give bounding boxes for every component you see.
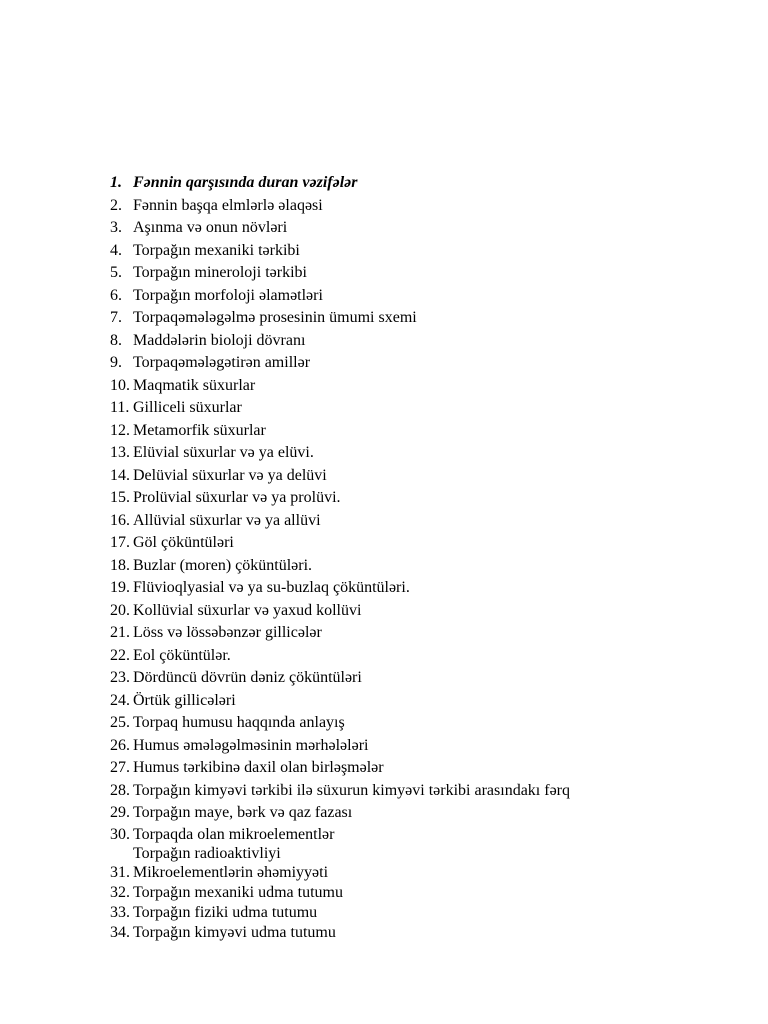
item-text: Elüvial süxurlar və ya elüvi.	[133, 444, 314, 461]
item-text: Delüvial süxurlar və ya delüvi	[133, 466, 327, 484]
item-number: 27.	[110, 759, 130, 776]
list-item	[110, 825, 710, 845]
item-text: Torpaqda olan mikroelementlər	[133, 825, 335, 843]
item-text: Aşınma və onun növləri	[133, 219, 288, 236]
item-number: 5.	[110, 264, 122, 281]
list-item	[110, 487, 710, 510]
item-number: 14.	[110, 466, 130, 484]
item-text: Dördüncü dövrün dəniz çöküntüləri	[133, 669, 362, 686]
item-text: Torpaqəmələgəlmə prosesinin ümumi sxemi	[133, 309, 417, 326]
item-text: Torpaq humusu haqqında anlayış	[133, 714, 345, 731]
item-text: Eol çöküntülər.	[133, 646, 231, 664]
item-text: Prolüvial süxurlar və ya prolüvi.	[133, 489, 341, 506]
item-text: Flüvioqlyasial və ya su-buzlaq çöküntüləri.	[133, 579, 410, 596]
list-item	[110, 442, 710, 465]
list-item	[110, 217, 710, 240]
list-item	[110, 757, 710, 780]
item-number: 30.	[110, 825, 130, 843]
list-item	[110, 307, 710, 330]
item-number: 13.	[110, 444, 130, 461]
list-item	[110, 863, 710, 883]
item-text: Fənnin qarşısında duran vəzifələr	[133, 174, 358, 191]
item-number: 34.	[110, 923, 130, 941]
item-text: Torpağın mineroloji tərkibi	[133, 264, 307, 281]
item-number: 12.	[110, 421, 130, 439]
list-item	[110, 735, 710, 758]
list-item	[110, 622, 710, 645]
item-number: 24.	[110, 691, 130, 709]
list-item	[110, 802, 710, 825]
item-number: 22.	[110, 646, 130, 664]
item-number: 6.	[110, 286, 122, 304]
item-text: Buzlar (moren) çöküntüləri.	[133, 556, 313, 574]
list-item	[110, 262, 710, 285]
item-text: Mikroelementlərin əhəmiyyəti	[133, 863, 329, 881]
list-item-continuation	[110, 845, 710, 863]
item-number: 4.	[110, 241, 122, 259]
item-number: 15.	[110, 489, 130, 506]
list-item	[110, 420, 710, 443]
item-number: 28.	[110, 781, 130, 799]
item-text: Humus əmələgəlməsinin mərhələləri	[133, 736, 369, 754]
list-item	[110, 510, 710, 533]
item-number: 33.	[110, 903, 130, 921]
item-text: Torpağın mexaniki udma tutumu	[133, 883, 343, 901]
item-text: Torpağın fiziki udma tutumu	[133, 903, 318, 921]
list-item	[110, 690, 710, 713]
item-text: Torpaqəmələgətirən amillər	[133, 354, 311, 371]
item-number: 18.	[110, 556, 130, 574]
list-item	[110, 532, 710, 555]
list-item	[110, 712, 710, 735]
list-item	[110, 397, 710, 420]
list-item	[110, 645, 710, 668]
item-text: Torpağın mexaniki tərkibi	[133, 241, 300, 259]
list-item	[110, 352, 710, 375]
item-text: Göl çöküntüləri	[133, 534, 234, 551]
list-item	[110, 195, 710, 218]
item-number: 16.	[110, 511, 130, 529]
item-number: 11.	[110, 399, 130, 416]
item-text: Örtük gillicələri	[133, 691, 236, 709]
item-number: 19.	[110, 579, 130, 596]
item-text: Fənnin başqa elmlərlə əlaqəsi	[133, 196, 323, 214]
list-item	[110, 923, 710, 943]
list-item	[110, 780, 710, 803]
item-number: 32.	[110, 883, 130, 901]
item-number: 8.	[110, 331, 122, 349]
item-text: Metamorfik süxurlar	[133, 421, 266, 439]
item-number: 7.	[110, 309, 122, 326]
list-item	[110, 465, 710, 488]
item-number: 1.	[110, 174, 122, 191]
list-item	[110, 600, 710, 623]
item-text: Allüvial süxurlar və ya allüvi	[133, 511, 321, 529]
list-item	[110, 903, 710, 923]
item-text: Gilliceli süxurlar	[133, 399, 242, 416]
topic-list	[110, 172, 710, 943]
list-item	[110, 172, 710, 195]
item-text: Torpağın kimyəvi tərkibi ilə süxurun kimyəvi tərkibi arasındakı fərq	[133, 781, 570, 799]
list-item	[110, 577, 710, 600]
list-item	[110, 240, 710, 263]
item-number: 3.	[110, 219, 122, 236]
item-number: 26.	[110, 736, 130, 754]
item-text: Kollüvial süxurlar və yaxud kollüvi	[133, 601, 362, 619]
list-item	[110, 667, 710, 690]
item-number: 2.	[110, 196, 122, 214]
item-number: 29.	[110, 804, 130, 821]
item-number: 9.	[110, 354, 122, 371]
item-number: 23.	[110, 669, 130, 686]
item-number: 21.	[110, 624, 130, 641]
list-item	[110, 285, 710, 308]
item-text: Torpağın maye, bərk və qaz fazası	[133, 804, 353, 821]
item-text: Torpağın morfoloji əlamətləri	[133, 286, 323, 304]
item-text: Maqmatik süxurlar	[133, 376, 256, 394]
list-item	[110, 330, 710, 353]
item-text: Torpağın radioaktivliyi	[133, 844, 281, 862]
item-text: Löss və lössəbənzər gillicələr	[133, 624, 322, 641]
list-item	[110, 375, 710, 398]
list-item	[110, 883, 710, 903]
item-text: Humus tərkibinə daxil olan birləşmələr	[133, 759, 384, 776]
list-item	[110, 555, 710, 578]
item-number: 17.	[110, 534, 130, 551]
item-number: 20.	[110, 601, 130, 619]
item-text: Maddələrin bioloji dövranı	[133, 331, 306, 349]
item-number: 25.	[110, 714, 130, 731]
item-number: 10.	[110, 376, 130, 394]
item-text: Torpağın kimyəvi udma tutumu	[133, 923, 336, 941]
item-number: 31.	[110, 863, 130, 881]
